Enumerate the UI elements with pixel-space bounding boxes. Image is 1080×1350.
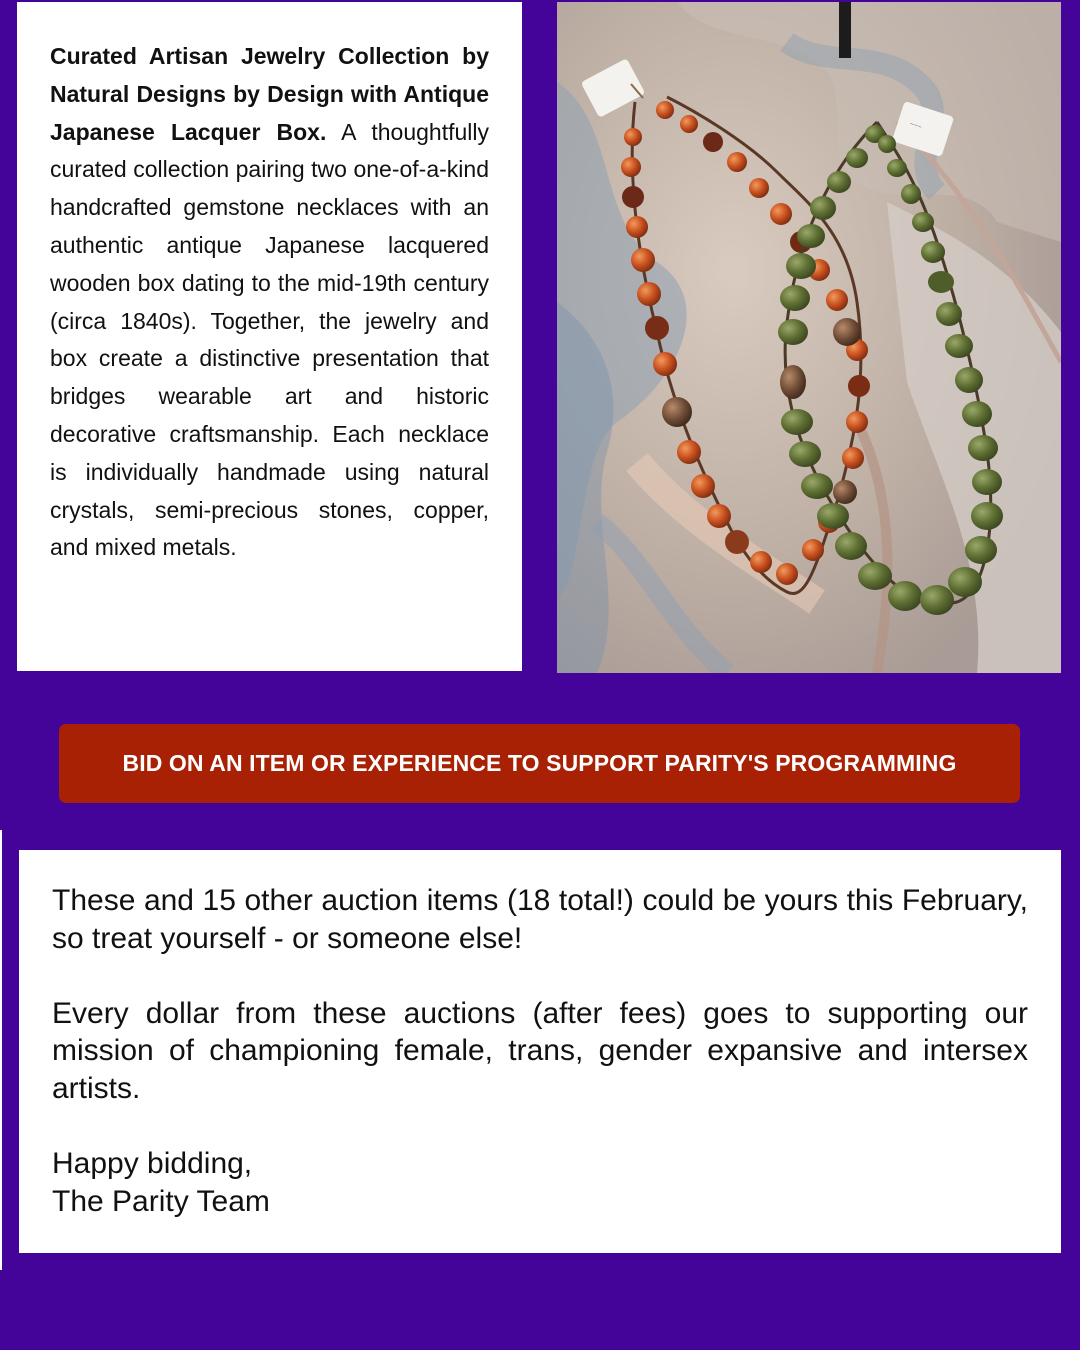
bid-button[interactable]: BID ON AN ITEM OR EXPERIENCE TO SUPPORT PARITY'S PROGRAMMING bbox=[59, 724, 1020, 803]
item-description-body: A thoughtfully curated collection pairing two one-of-a-kind handcrafted gemstone necklaces with an authentic antique Japanese lacquered wooden box dating to the mid-19th century (circa 1840s). Together, the jewelry and box create a distinctive presentation that bridges wearable art and historic decorative craftsmanship. Each necklace is individually handmade using natural crystals, semi-precious stones, copper, and mixed metals. bbox=[50, 118, 489, 561]
left-edge-strip bbox=[0, 830, 2, 1270]
closing-signature: The Parity Team bbox=[52, 1184, 270, 1218]
svg-text:~~~: ~~~ bbox=[908, 120, 923, 132]
necklace-photo bbox=[557, 2, 1061, 673]
necklace-illustration bbox=[557, 2, 1061, 673]
item-description bbox=[50, 38, 489, 567]
message-card bbox=[19, 850, 1061, 1253]
message-paragraph-2: Every dollar from these auctions (after fees) goes to supporting our mission of championing female, trans, gender expansive and intersex artists. bbox=[52, 996, 1028, 1105]
message-paragraph-1: These and 15 other auction items (18 total!) could be yours this February, so treat yourself - or someone else! bbox=[52, 884, 1028, 955]
item-title: Curated Artisan Jewelry Collection by Natural Designs by Design with Antique Japanese Lacquer Box. bbox=[50, 43, 489, 145]
closing-greeting: Happy bidding, bbox=[52, 1147, 253, 1181]
item-description-card bbox=[17, 2, 522, 671]
